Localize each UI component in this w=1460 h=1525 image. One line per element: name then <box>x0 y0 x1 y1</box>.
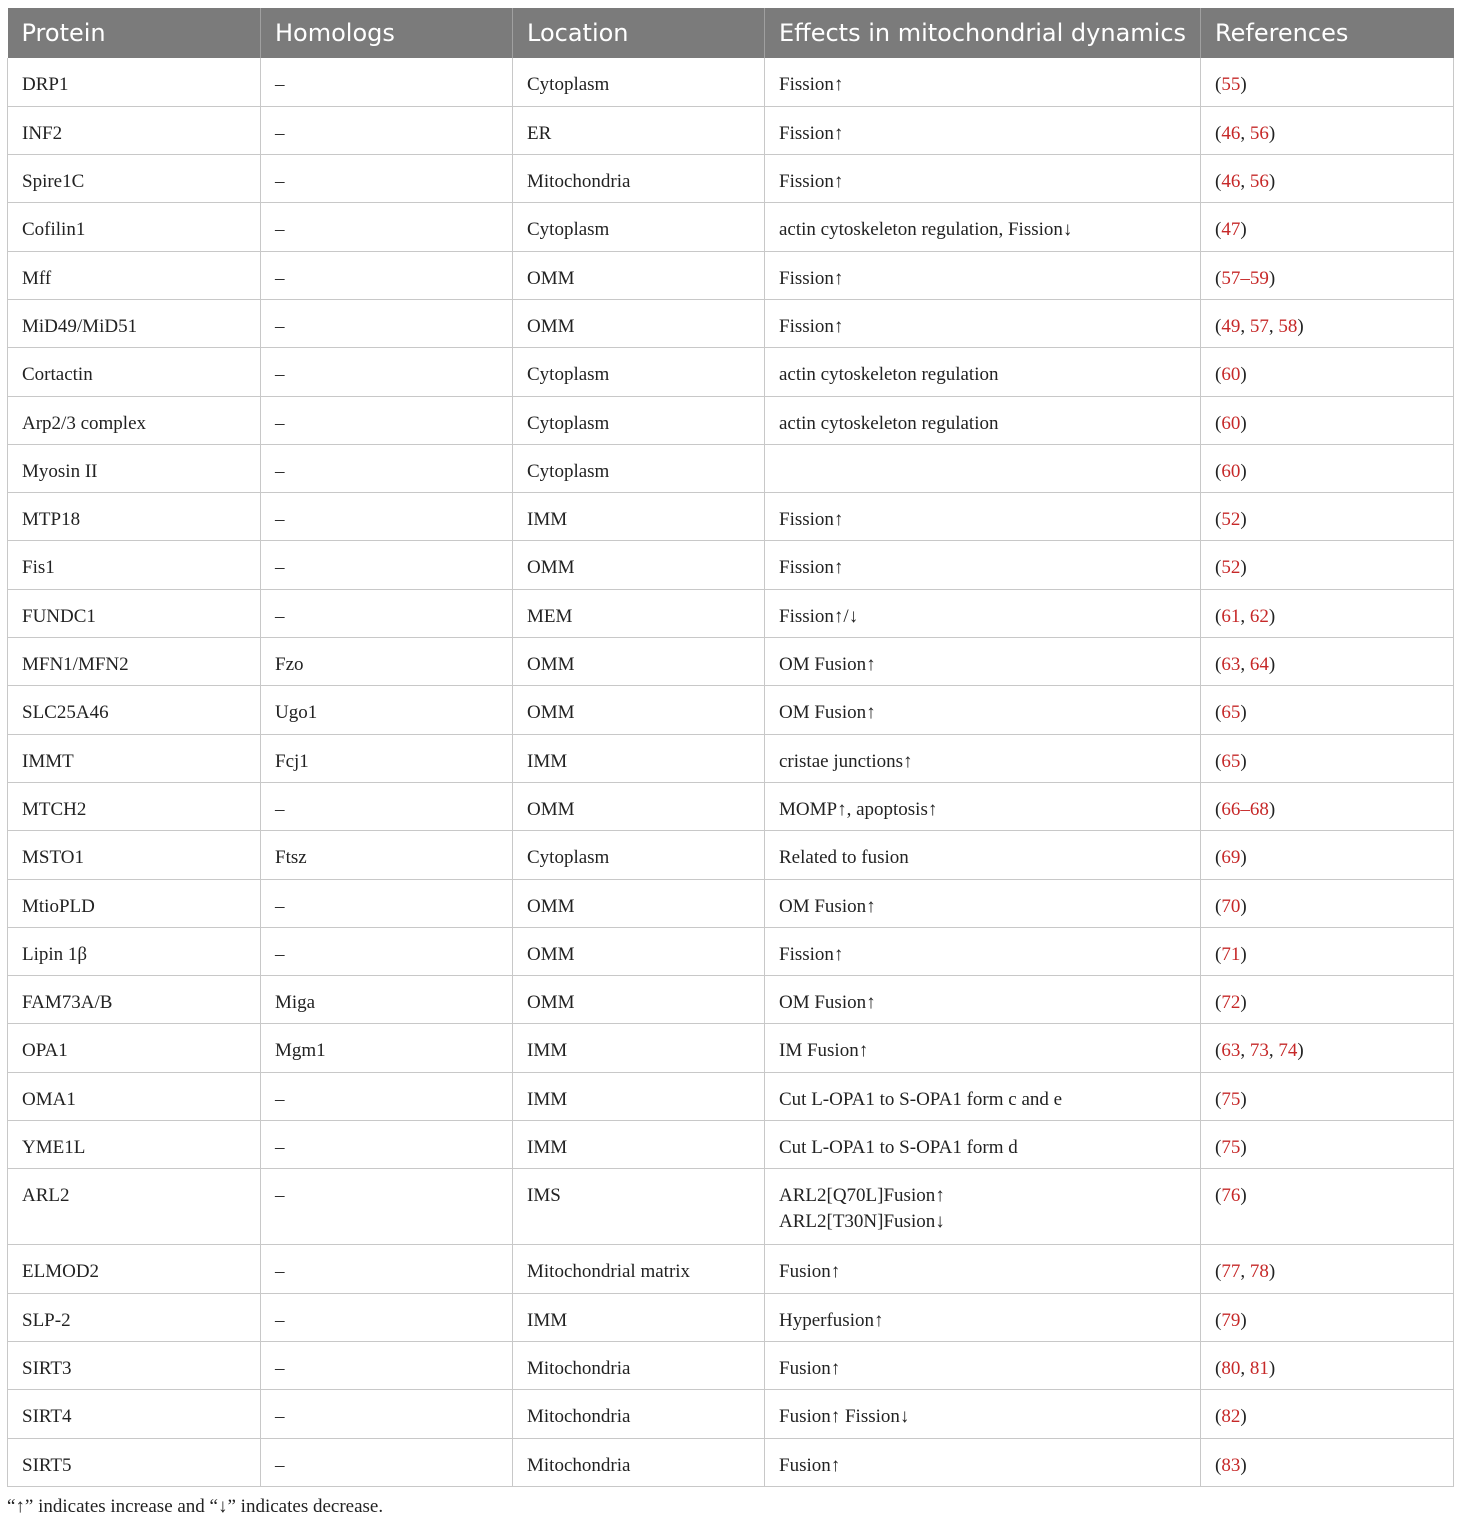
reference-link[interactable]: 80 <box>1221 1357 1241 1379</box>
cell-homologs: – <box>261 541 513 589</box>
reference-link[interactable]: 76 <box>1221 1185 1241 1207</box>
cell-homologs: Fzo <box>261 638 513 686</box>
cell-effects <box>765 1341 1201 1389</box>
cell-protein: SLC25A46 <box>8 686 261 734</box>
cell-references: (60) <box>1201 348 1454 396</box>
effect-line: OM Fusion↑ <box>779 895 876 917</box>
effect-line: IM Fusion↑ <box>779 1040 869 1062</box>
cell-homologs: – <box>261 1072 513 1120</box>
cell-location: OMM <box>513 299 765 347</box>
reference-link[interactable]: 75 <box>1221 1137 1241 1159</box>
cell-references: (72) <box>1201 976 1454 1024</box>
reference-link[interactable]: 65 <box>1221 750 1241 772</box>
reference-link[interactable]: 63 <box>1221 654 1241 676</box>
cell-references: (65) <box>1201 734 1454 782</box>
table-row <box>8 541 1454 589</box>
cell-effects <box>765 1293 1201 1341</box>
table-row <box>8 1024 1454 1072</box>
reference-link[interactable]: 63 <box>1221 1040 1241 1062</box>
cell-location: OMM <box>513 686 765 734</box>
cell-references: (52) <box>1201 541 1454 589</box>
table-row <box>8 251 1454 299</box>
cell-homologs: – <box>261 589 513 637</box>
reference-link[interactable]: 57 <box>1249 315 1269 337</box>
effect-line: Fission↑/↓ <box>779 605 859 627</box>
effect-line: MOMP↑, apoptosis↑ <box>779 798 938 820</box>
cell-location: Cytoplasm <box>513 831 765 879</box>
reference-link[interactable]: 69 <box>1221 847 1241 869</box>
table-body <box>8 58 1454 1486</box>
cell-effects <box>765 589 1201 637</box>
cell-homologs: – <box>261 444 513 492</box>
cell-protein: YME1L <box>8 1121 261 1169</box>
effect-line: Fusion↑ Fission↓ <box>779 1406 910 1428</box>
table-row <box>8 927 1454 975</box>
effect-line: Fusion↑ <box>779 1357 841 1379</box>
cell-location: OMM <box>513 638 765 686</box>
cell-location: OMM <box>513 927 765 975</box>
cell-homologs: – <box>261 348 513 396</box>
cell-homologs: – <box>261 1293 513 1341</box>
cell-protein: MiD49/MiD51 <box>8 299 261 347</box>
cell-homologs: – <box>261 1121 513 1169</box>
reference-link[interactable]: 65 <box>1221 702 1241 724</box>
cell-effects <box>765 1245 1201 1293</box>
cell-references: (76) <box>1201 1169 1454 1245</box>
cell-homologs: – <box>261 782 513 830</box>
cell-location: Cytoplasm <box>513 396 765 444</box>
reference-link[interactable]: 46 <box>1221 171 1241 193</box>
cell-location: OMM <box>513 251 765 299</box>
cell-homologs: – <box>261 1438 513 1486</box>
table-row <box>8 155 1454 203</box>
table-row <box>8 1293 1454 1341</box>
effect-line: Related to fusion <box>779 847 909 869</box>
reference-link[interactable]: 60 <box>1221 412 1241 434</box>
reference-link[interactable]: 46 <box>1221 122 1241 144</box>
cell-location: ER <box>513 106 765 154</box>
effect-line: actin cytoskeleton regulation <box>779 364 999 386</box>
cell-protein: SLP-2 <box>8 1293 261 1341</box>
cell-protein: MTP18 <box>8 493 261 541</box>
table-footnote: “↑” indicates increase and “↓” indicates decrease. <box>7 1496 384 1517</box>
reference-link[interactable]: 60 <box>1221 460 1241 482</box>
table-row <box>8 493 1454 541</box>
cell-effects <box>765 444 1201 492</box>
cell-homologs: – <box>261 1245 513 1293</box>
table-row <box>8 1169 1454 1245</box>
cell-location: Cytoplasm <box>513 203 765 251</box>
cell-effects <box>765 155 1201 203</box>
cell-effects <box>765 348 1201 396</box>
table-row <box>8 1121 1454 1169</box>
cell-effects <box>765 927 1201 975</box>
cell-effects <box>765 686 1201 734</box>
cell-effects <box>765 106 1201 154</box>
cell-protein: Mff <box>8 251 261 299</box>
cell-effects <box>765 638 1201 686</box>
cell-protein: SIRT3 <box>8 1341 261 1389</box>
reference-link[interactable]: 73 <box>1249 1040 1269 1062</box>
cell-references: (46, 56) <box>1201 155 1454 203</box>
cell-effects <box>765 1438 1201 1486</box>
cell-location: Mitochondria <box>513 1438 765 1486</box>
cell-protein: FAM73A/B <box>8 976 261 1024</box>
cell-protein: SIRT5 <box>8 1438 261 1486</box>
cell-homologs: – <box>261 106 513 154</box>
reference-link[interactable]: 64 <box>1249 654 1269 676</box>
table-row <box>8 831 1454 879</box>
reference-link[interactable]: 60 <box>1221 364 1241 386</box>
cell-protein: FUNDC1 <box>8 589 261 637</box>
cell-effects <box>765 203 1201 251</box>
reference-link[interactable]: 70 <box>1221 895 1241 917</box>
cell-references: (75) <box>1201 1121 1454 1169</box>
cell-homologs: – <box>261 155 513 203</box>
reference-link[interactable]: 78 <box>1249 1261 1269 1283</box>
cell-protein: Fis1 <box>8 541 261 589</box>
cell-references: (65) <box>1201 686 1454 734</box>
cell-protein: MtioPLD <box>8 879 261 927</box>
cell-protein: OPA1 <box>8 1024 261 1072</box>
cell-protein: MTCH2 <box>8 782 261 830</box>
cell-effects <box>765 831 1201 879</box>
cell-location: OMM <box>513 541 765 589</box>
table-row <box>8 203 1454 251</box>
cell-effects <box>765 1169 1201 1245</box>
cell-effects <box>765 1390 1201 1438</box>
effect-line: Fission↑ <box>779 74 844 95</box>
cell-protein: ARL2 <box>8 1169 261 1245</box>
cell-references: (57–59) <box>1201 251 1454 299</box>
cell-homologs: – <box>261 58 513 106</box>
effect-line: actin cytoskeleton regulation <box>779 412 999 434</box>
effect-line: OM Fusion↑ <box>779 992 876 1014</box>
table-row <box>8 1072 1454 1120</box>
cell-effects <box>765 396 1201 444</box>
cell-references: (71) <box>1201 927 1454 975</box>
table-row <box>8 638 1454 686</box>
table-row <box>8 396 1454 444</box>
cell-effects <box>765 58 1201 106</box>
cell-homologs: – <box>261 203 513 251</box>
cell-references: (47) <box>1201 203 1454 251</box>
effect-line: Hyperfusion↑ <box>779 1309 884 1331</box>
effect-line: ARL2[Q70L]Fusion↑ <box>779 1185 945 1207</box>
cell-homologs: Ugo1 <box>261 686 513 734</box>
reference-link[interactable]: 82 <box>1221 1406 1241 1428</box>
cell-effects <box>765 976 1201 1024</box>
table-row <box>8 1390 1454 1438</box>
reference-link[interactable]: 79 <box>1221 1309 1241 1331</box>
effect-line: Fission↑ <box>779 267 844 289</box>
reference-link[interactable]: 56 <box>1249 122 1269 144</box>
reference-link[interactable]: 71 <box>1221 943 1241 965</box>
effect-line: Fusion↑ <box>779 1261 841 1283</box>
cell-homologs: Mgm1 <box>261 1024 513 1072</box>
reference-link[interactable]: 61 <box>1221 605 1241 627</box>
cell-homologs: – <box>261 493 513 541</box>
cell-references: (70) <box>1201 879 1454 927</box>
cell-effects <box>765 251 1201 299</box>
cell-location: IMM <box>513 1293 765 1341</box>
header-references: References <box>1201 8 1454 58</box>
effect-line: Fission↑ <box>779 557 844 579</box>
header-effects: Effects in mitochondrial dynamics <box>765 8 1201 58</box>
cell-location: IMM <box>513 1024 765 1072</box>
table-row <box>8 106 1454 154</box>
cell-effects <box>765 734 1201 782</box>
reference-link[interactable]: 72 <box>1221 992 1241 1014</box>
table-row <box>8 589 1454 637</box>
cell-effects <box>765 541 1201 589</box>
cell-protein: Cortactin <box>8 348 261 396</box>
cell-effects <box>765 879 1201 927</box>
reference-link[interactable]: 49 <box>1221 315 1241 337</box>
cell-effects <box>765 493 1201 541</box>
table-row <box>8 348 1454 396</box>
cell-references: (49, 57, 58) <box>1201 299 1454 347</box>
reference-link[interactable]: 81 <box>1249 1357 1269 1379</box>
cell-location: Mitochondria <box>513 155 765 203</box>
cell-references: (55) <box>1201 58 1454 106</box>
cell-references: (77, 78) <box>1201 1245 1454 1293</box>
cell-protein: MSTO1 <box>8 831 261 879</box>
reference-link[interactable]: 55 <box>1221 74 1241 95</box>
cell-location: IMM <box>513 493 765 541</box>
effect-line: ARL2[T30N]Fusion↓ <box>779 1211 945 1233</box>
cell-protein: IMMT <box>8 734 261 782</box>
cell-references: (61, 62) <box>1201 589 1454 637</box>
cell-homologs: – <box>261 879 513 927</box>
effect-line: Fission↑ <box>779 943 844 965</box>
effect-line: actin cytoskeleton regulation, Fission↓ <box>779 219 1073 241</box>
cell-references: (80, 81) <box>1201 1341 1454 1389</box>
cell-location: Mitochondria <box>513 1341 765 1389</box>
cell-homologs: – <box>261 396 513 444</box>
cell-protein: Arp2/3 complex <box>8 396 261 444</box>
reference-link[interactable]: 56 <box>1249 171 1269 193</box>
effect-line: Cut L-OPA1 to S-OPA1 form c and e <box>779 1088 1063 1110</box>
effect-line: cristae junctions↑ <box>779 750 913 772</box>
cell-location: Mitochondrial matrix <box>513 1245 765 1293</box>
cell-protein: INF2 <box>8 106 261 154</box>
reference-link[interactable]: 66–68 <box>1221 798 1269 820</box>
table-row <box>8 686 1454 734</box>
cell-protein: OMA1 <box>8 1072 261 1120</box>
cell-references: (83) <box>1201 1438 1454 1486</box>
cell-homologs: – <box>261 927 513 975</box>
cell-effects <box>765 1121 1201 1169</box>
reference-link[interactable]: 52 <box>1221 509 1241 531</box>
effect-line: Fission↑ <box>779 509 844 531</box>
table-row <box>8 58 1454 106</box>
cell-references: (60) <box>1201 444 1454 492</box>
table-row <box>8 782 1454 830</box>
effect-line: Fission↑ <box>779 122 844 144</box>
reference-link[interactable]: 62 <box>1249 605 1269 627</box>
effect-line: Fusion↑ <box>779 1454 841 1476</box>
reference-link[interactable]: 74 <box>1278 1040 1298 1062</box>
cell-references: (82) <box>1201 1390 1454 1438</box>
table-row <box>8 299 1454 347</box>
reference-link[interactable]: 57–59 <box>1221 267 1269 289</box>
cell-protein: MFN1/MFN2 <box>8 638 261 686</box>
cell-location: Mitochondria <box>513 1390 765 1438</box>
table-row <box>8 444 1454 492</box>
cell-protein: DRP1 <box>8 58 261 106</box>
cell-location: OMM <box>513 976 765 1024</box>
effect-line: Cut L-OPA1 to S-OPA1 form d <box>779 1137 1018 1159</box>
cell-protein: Cofilin1 <box>8 203 261 251</box>
cell-references: (79) <box>1201 1293 1454 1341</box>
cell-effects <box>765 1024 1201 1072</box>
reference-link[interactable]: 77 <box>1221 1261 1241 1283</box>
cell-references: (66–68) <box>1201 782 1454 830</box>
reference-link[interactable]: 52 <box>1221 557 1241 579</box>
header-homologs: Homologs <box>261 8 513 58</box>
cell-homologs: – <box>261 251 513 299</box>
cell-references: (63, 64) <box>1201 638 1454 686</box>
cell-location: IMM <box>513 1121 765 1169</box>
cell-location: IMM <box>513 1072 765 1120</box>
cell-location: MEM <box>513 589 765 637</box>
reference-link[interactable]: 75 <box>1221 1088 1241 1110</box>
table-row <box>8 976 1454 1024</box>
cell-references: (63, 73, 74) <box>1201 1024 1454 1072</box>
table-row <box>8 1438 1454 1486</box>
cell-homologs: – <box>261 1169 513 1245</box>
cell-protein: ELMOD2 <box>8 1245 261 1293</box>
header-protein: Protein <box>8 8 261 58</box>
effect-line: OM Fusion↑ <box>779 654 876 676</box>
table-header <box>8 8 1454 58</box>
reference-link[interactable]: 58 <box>1278 315 1298 337</box>
cell-homologs: Miga <box>261 976 513 1024</box>
cell-location: IMS <box>513 1169 765 1245</box>
header-location: Location <box>513 8 765 58</box>
cell-location: OMM <box>513 879 765 927</box>
table-row <box>8 1341 1454 1389</box>
cell-location: Cytoplasm <box>513 348 765 396</box>
cell-homologs: – <box>261 1390 513 1438</box>
cell-references: (60) <box>1201 396 1454 444</box>
cell-protein: Myosin II <box>8 444 261 492</box>
cell-location: IMM <box>513 734 765 782</box>
cell-homologs: Fcj1 <box>261 734 513 782</box>
reference-link[interactable]: 83 <box>1221 1454 1241 1476</box>
cell-protein: Lipin 1β <box>8 927 261 975</box>
effect-line: OM Fusion↑ <box>779 702 876 724</box>
cell-protein: SIRT4 <box>8 1390 261 1438</box>
cell-homologs: Ftsz <box>261 831 513 879</box>
cell-effects <box>765 782 1201 830</box>
protein-table <box>7 8 1454 1487</box>
table-row <box>8 879 1454 927</box>
cell-references: (75) <box>1201 1072 1454 1120</box>
cell-effects <box>765 299 1201 347</box>
reference-link[interactable]: 47 <box>1221 219 1241 241</box>
cell-protein: Spire1C <box>8 155 261 203</box>
effect-line: Fission↑ <box>779 315 844 337</box>
effect-line: Fission↑ <box>779 171 844 193</box>
cell-references: (52) <box>1201 493 1454 541</box>
cell-location: Cytoplasm <box>513 58 765 106</box>
cell-effects <box>765 1072 1201 1120</box>
cell-homologs: – <box>261 1341 513 1389</box>
cell-homologs: – <box>261 299 513 347</box>
table-container <box>7 8 1453 1487</box>
cell-references: (69) <box>1201 831 1454 879</box>
table-row <box>8 734 1454 782</box>
cell-location: Cytoplasm <box>513 444 765 492</box>
cell-location: OMM <box>513 782 765 830</box>
table-row <box>8 1245 1454 1293</box>
cell-references: (46, 56) <box>1201 106 1454 154</box>
header-row <box>8 8 1454 58</box>
